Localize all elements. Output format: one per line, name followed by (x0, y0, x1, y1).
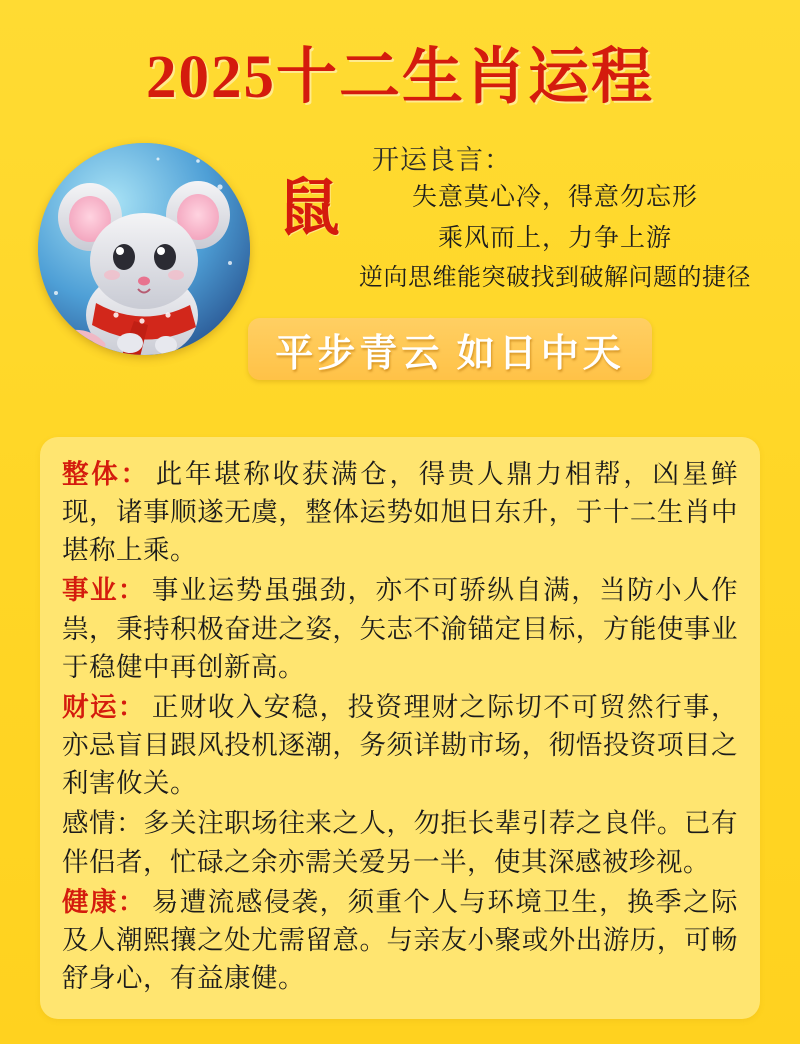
fortune-card (40, 437, 760, 1019)
mouse-avatar-icon (38, 143, 250, 355)
luck-motto-line-1: 失意莫心冷，得意勿忘形 (411, 184, 698, 212)
section-health-label: 健康： (62, 886, 146, 917)
headline-banner-text: 平步青云 如日中天 (275, 332, 625, 375)
section-overall-text: 此年堪称收获满仓，得贵人鼎力相帮，凶星鲜现，诸事顺遂无虞，整体运势如旭日东升，于十二生肖中堪称上乘。 (62, 459, 739, 566)
luck-motto-line-2: 乘风而上，力争上游 (437, 224, 672, 252)
section-romance-label: 感情： (62, 808, 144, 839)
section-health-text: 易遭流感侵袭，须重个人与环境卫生，换季之际及人潮熙攘之处尤需留意。与亲友小聚或外出游历，可畅舒身心，有益康健。 (62, 886, 739, 994)
headline-banner (248, 318, 652, 380)
section-romance (62, 804, 738, 880)
section-career-label: 事业： (62, 575, 146, 606)
section-wealth-text: 正财收入安稳，投资理财之际切不可贸然行事，亦忌盲目跟风投机逐潮，务须详勘市场，彻悟投资项目之利害攸关。 (62, 691, 739, 799)
section-health (62, 883, 738, 997)
section-wealth (62, 688, 738, 802)
section-wealth-label: 财运： (62, 691, 146, 722)
header-block (0, 110, 800, 400)
section-career (62, 571, 738, 685)
luck-motto-line-3: 逆向思维能突破找到破解问题的捷径 (359, 265, 751, 292)
section-overall-label: 整体： (62, 459, 150, 489)
section-overall (62, 455, 738, 569)
page-title: 2025十二生肖运程 (145, 44, 654, 111)
section-romance-text: 多关注职场往来之人，勿拒长辈引荐之良伴。已有伴侣者，忙碌之余亦需关爱另一半，使其深感被珍视。 (62, 808, 738, 877)
section-career-text: 事业运势虽强劲，亦不可骄纵自满，当防小人作祟，秉持积极奋进之姿，矢志不渝锚定目标，方能使事业于稳健中再创新高。 (62, 575, 739, 682)
luck-motto-lines (330, 178, 780, 298)
luck-motto-label: 开运良言： (372, 145, 512, 176)
zodiac-character: 鼠 (278, 175, 341, 244)
